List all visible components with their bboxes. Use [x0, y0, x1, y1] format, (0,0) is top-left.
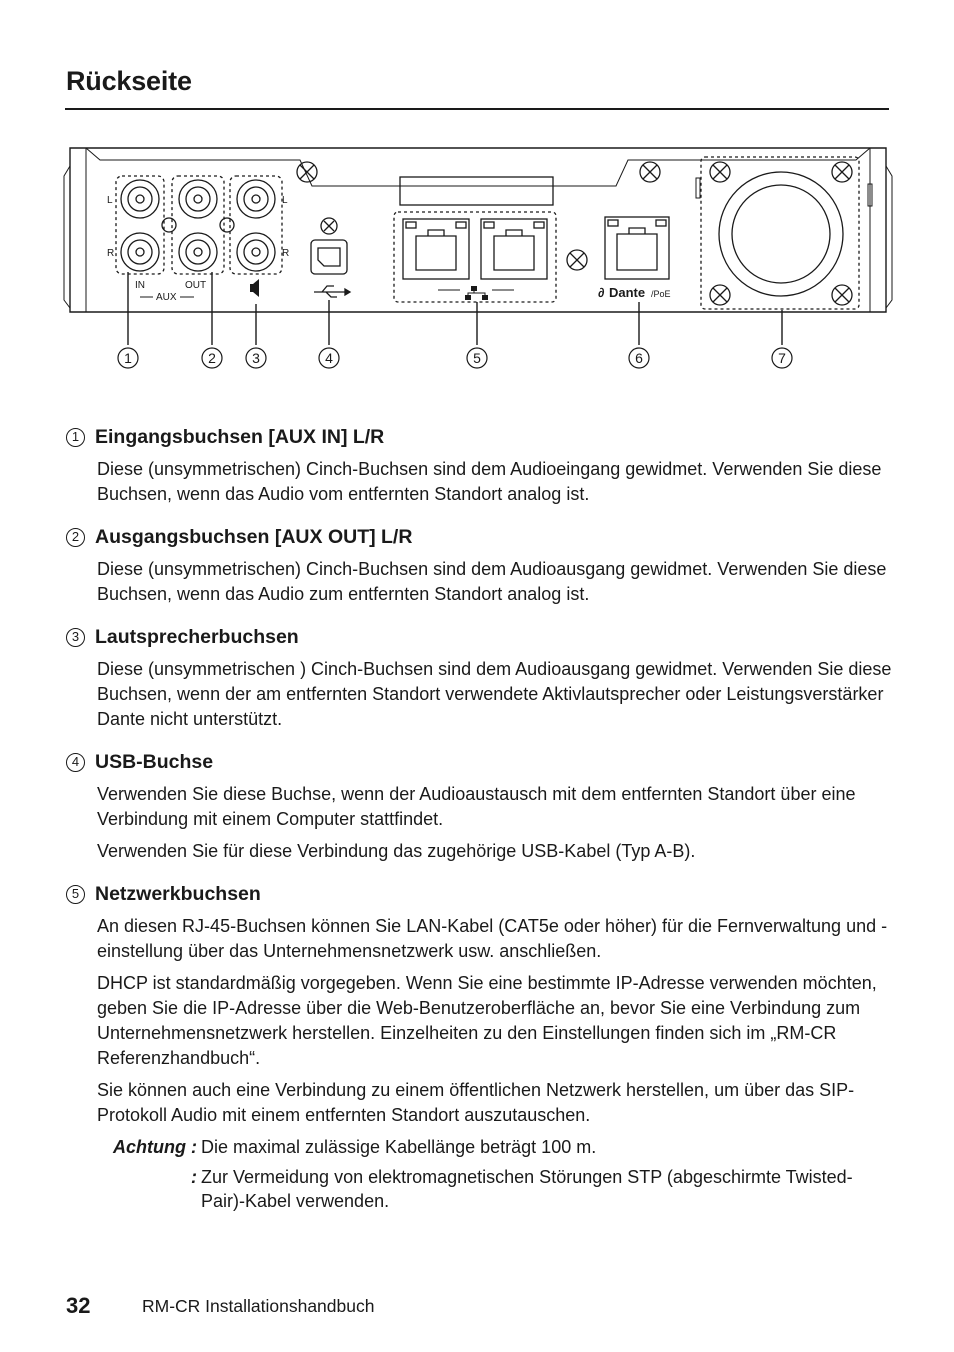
- section-text: An diesen RJ-45-Buchsen können Sie LAN-Kabel (CAT5e oder höher) für die Fernverwaltung und -einstellung über das Unternehmensnetzwerk usw. anschließen.: [97, 916, 888, 961]
- description-list: [66, 425, 896, 1231]
- label-l: L: [107, 195, 113, 206]
- section-title: Netzwerkbuchsen: [95, 883, 261, 905]
- aux-jacks: [116, 176, 282, 274]
- notice-colon: :: [191, 1167, 197, 1187]
- section-number: 2: [66, 528, 85, 547]
- screw: [710, 162, 730, 182]
- screw: [832, 285, 852, 305]
- section-aux-in: [66, 425, 896, 507]
- label-r: R: [107, 248, 115, 259]
- notice-box: [97, 1135, 896, 1213]
- screws: [297, 162, 852, 305]
- section-text: Sie können auch eine Verbindung zu einem öffentlichen Netzwerk herstellen, um über das SIP-Protokoll Audio mit einem entfernten Standort auszutauschen.: [97, 1080, 855, 1125]
- section-usb: [66, 750, 896, 864]
- section-number: 5: [66, 885, 85, 904]
- section-text: Verwenden Sie diese Buchse, wenn der Audioaustausch mit dem entfernten Standort über eine Verbindung mit einem Computer stattfindet.: [97, 784, 856, 829]
- footer-title: RM-CR Installationshandbuch: [142, 1296, 375, 1316]
- rca-jack-out-l: [179, 180, 217, 218]
- label-l-right: L: [282, 195, 288, 206]
- section-speaker: [66, 625, 896, 732]
- screw: [832, 162, 852, 182]
- svg-text:/PoE: /PoE: [651, 289, 671, 299]
- network-icon: [465, 286, 488, 300]
- rear-panel-diagram: [60, 140, 896, 380]
- section-text: Verwenden Sie für diese Verbindung das zugehörige USB-Kabel (Typ A-B).: [97, 841, 696, 861]
- callout-2: 2: [208, 350, 216, 366]
- label-aux: AUX: [156, 292, 177, 303]
- label-in: IN: [135, 280, 145, 291]
- notice-item: Die maximal zulässige Kabellänge beträgt 100 m.: [201, 1137, 597, 1157]
- label-r-right: R: [282, 248, 290, 259]
- section-title: Eingangsbuchsen [AUX IN] L/R: [95, 426, 385, 448]
- rca-jack-speaker-r: [237, 233, 275, 271]
- section-number: 4: [66, 753, 85, 772]
- section-network: [66, 882, 896, 1213]
- usb-icon: [314, 286, 350, 297]
- svg-text:∂: ∂: [598, 285, 605, 300]
- dante-logo: [598, 285, 671, 300]
- section-title: USB-Buchse: [95, 751, 214, 773]
- page-title: Rückseite: [66, 66, 192, 96]
- callout-5: 5: [473, 350, 481, 366]
- dante-poe-port: [605, 217, 669, 279]
- notice-item: Zur Vermeidung von elektromagnetischen Störungen STP (abgeschirmte Twisted-Pair)-Kabel verwenden.: [201, 1167, 853, 1211]
- callout-4: 4: [325, 350, 333, 366]
- callout-6: 6: [635, 350, 643, 366]
- callout-3: 3: [252, 350, 260, 366]
- section-aux-out: [66, 525, 896, 607]
- section-text: Diese (unsymmetrischen ) Cinch-Buchsen sind dem Audioausgang gewidmet. Verwenden Sie diese Buchsen, wenn der am entfernten Standort verwendete Aktivlautsprecher oder Leistungsverstärker Dante nicht unterstützt.: [97, 659, 892, 729]
- title-rule: [65, 108, 889, 110]
- leader-lines: [128, 272, 782, 345]
- section-text: Diese (unsymmetrischen) Cinch-Buchsen sind dem Audioeingang gewidmet. Verwenden Sie diese Buchsen, wenn das Audio vom entfernten Standort analog ist.: [97, 459, 882, 504]
- section-title: Lautsprecherbuchsen: [95, 626, 299, 648]
- section-number: 3: [66, 628, 85, 647]
- label-out: OUT: [185, 280, 207, 291]
- rca-jack-in-l: [121, 180, 159, 218]
- section-text: DHCP ist standardmäßig vorgegeben. Wenn Sie eine bestimmte IP-Adresse verwenden möchten, geben Sie die IP-Adresse über die Web-Benutzeroberfläche an, bevor Sie eine Verbindung zum Unternehmensnetzwerk herstellen. Einzelheiten zu den Einstellungen finden sich im „RM-CR Referenzhandbuch“.: [97, 973, 877, 1068]
- section-title: Ausgangsbuchsen [AUX OUT] L/R: [95, 526, 413, 548]
- section-number: 1: [66, 428, 85, 447]
- rca-jack-out-r: [179, 233, 217, 271]
- screw: [297, 162, 317, 182]
- screw: [567, 250, 587, 270]
- speaker-icon: [250, 279, 259, 297]
- callout-7: 7: [778, 350, 786, 366]
- rca-jack-in-r: [121, 233, 159, 271]
- rca-jack-speaker-l: [237, 180, 275, 218]
- screw: [640, 162, 660, 182]
- callout-markers: [118, 348, 792, 368]
- page-number: 32: [66, 1293, 91, 1318]
- svg-text:Dante: Dante: [609, 285, 646, 300]
- label-slot: [400, 177, 553, 205]
- callout-1: 1: [124, 350, 132, 366]
- notice-label: Achtung :: [113, 1137, 197, 1157]
- screw: [710, 285, 730, 305]
- usb-port: [311, 218, 347, 274]
- section-text: Diese (unsymmetrischen) Cinch-Buchsen sind dem Audioausgang gewidmet. Verwenden Sie diese Buchsen, wenn das Audio zum entfernten Standort analog ist.: [97, 559, 887, 604]
